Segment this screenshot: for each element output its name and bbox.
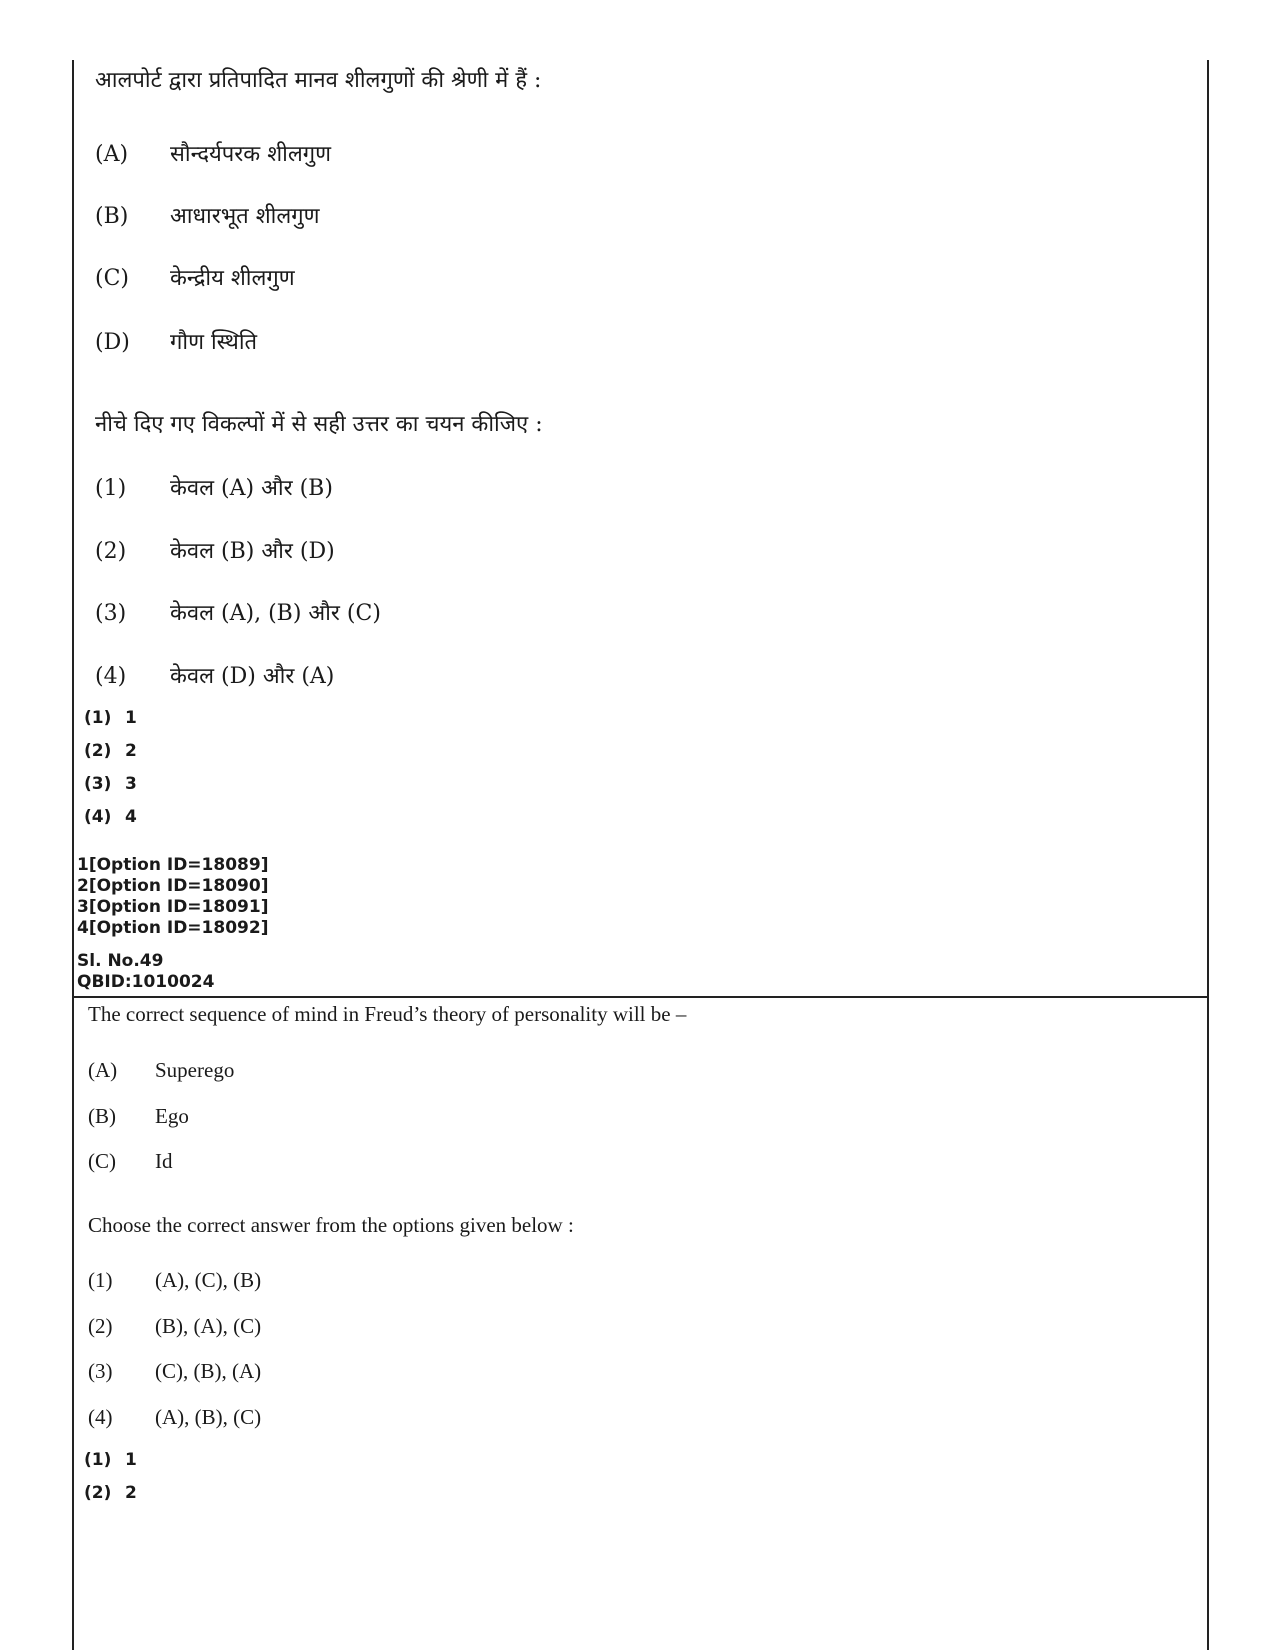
q48-answer-1-label: (1) — [84, 708, 112, 728]
question-divider — [72, 996, 1209, 998]
q48-answer-1-value: 1 — [125, 708, 137, 728]
q49-choice-2-label: (2) — [88, 1314, 113, 1338]
q48-statement-a-label: (A) — [95, 142, 129, 167]
q48-choice-2-text: केवल (B) और (D) — [170, 539, 335, 564]
q49-answer-1-value: 1 — [125, 1450, 137, 1470]
q49-choice-4-label: (4) — [88, 1405, 113, 1429]
q48-statement-b-text: आधारभूत शीलगुण — [170, 204, 320, 229]
q48-choice-4-label: (4) — [95, 664, 127, 689]
q48-choice-1-text: केवल (A) और (B) — [170, 476, 333, 501]
q49-statement-b-label: (B) — [88, 1104, 116, 1128]
q48-choice-2-label: (2) — [95, 539, 127, 564]
q48-answer-4-label: (4) — [84, 807, 112, 827]
q48-choice-3-text: केवल (A), (B) और (C) — [170, 601, 381, 626]
q48-statement-d-text: गौण स्थिति — [170, 330, 258, 355]
q49-statement-b-text: Ego — [155, 1104, 189, 1128]
q49-answer-2-label: (2) — [84, 1483, 112, 1503]
q49-statement-a-text: Superego — [155, 1058, 235, 1082]
q48-stem: आलपोर्ट द्वारा प्रतिपादित मानव शीलगुणों की श्रेणी में हैं : — [95, 68, 542, 93]
q49-statement-c-text: Id — [155, 1149, 173, 1173]
q48-statement-d-label: (D) — [95, 330, 130, 355]
q48-answer-3-value: 3 — [125, 774, 137, 794]
q48-statement-b-label: (B) — [95, 204, 129, 229]
q49-qbid: QBID:1010024 — [77, 972, 215, 992]
q49-statement-a-label: (A) — [88, 1058, 118, 1082]
q48-answer-4-value: 4 — [125, 807, 137, 827]
q48-statement-c-label: (C) — [95, 266, 129, 291]
q49-choice-1-label: (1) — [88, 1268, 113, 1292]
q48-option-id-3: 3[Option ID=18091] — [77, 897, 269, 917]
q48-choice-3-label: (3) — [95, 601, 127, 626]
q48-option-id-1: 1[Option ID=18089] — [77, 855, 269, 875]
q48-answer-2-value: 2 — [125, 741, 137, 761]
q49-stem: The correct sequence of mind in Freud’s theory of personality will be – — [88, 1002, 687, 1026]
q48-instruction: नीचे दिए गए विकल्पों में से सही उत्तर का चयन कीजिए : — [95, 412, 543, 437]
q49-serial-number: Sl. No.49 — [77, 951, 164, 971]
q48-option-id-2: 2[Option ID=18090] — [77, 876, 269, 896]
q49-answer-2-value: 2 — [125, 1483, 137, 1503]
q49-choice-1-text: (A), (C), (B) — [155, 1268, 262, 1292]
q48-statement-c-text: केन्द्रीय शीलगुण — [170, 266, 295, 291]
q49-statement-c-label: (C) — [88, 1149, 116, 1173]
q48-choice-4-text: केवल (D) और (A) — [170, 664, 335, 689]
q48-option-id-4: 4[Option ID=18092] — [77, 918, 269, 938]
q49-choice-2-text: (B), (A), (C) — [155, 1314, 262, 1338]
q48-choice-1-label: (1) — [95, 476, 127, 501]
q49-instruction: Choose the correct answer from the options given below : — [88, 1213, 574, 1237]
q48-answer-2-label: (2) — [84, 741, 112, 761]
q49-answer-1-label: (1) — [84, 1450, 112, 1470]
q49-choice-4-text: (A), (B), (C) — [155, 1405, 262, 1429]
q48-statement-a-text: सौन्दर्यपरक शीलगुण — [170, 142, 332, 167]
q49-choice-3-label: (3) — [88, 1359, 113, 1383]
q48-answer-3-label: (3) — [84, 774, 112, 794]
q49-choice-3-text: (C), (B), (A) — [155, 1359, 262, 1383]
